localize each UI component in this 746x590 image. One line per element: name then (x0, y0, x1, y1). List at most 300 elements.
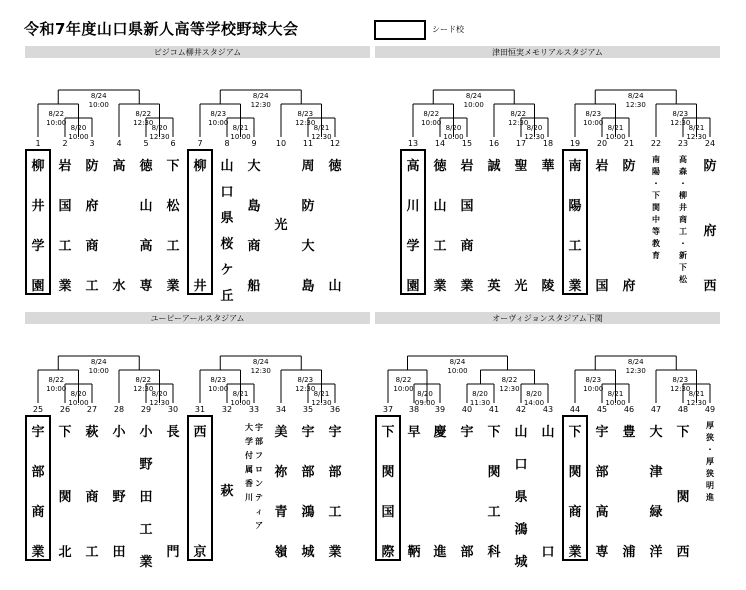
team-name-char: 下 (676, 425, 690, 440)
team-name-char: 島 (247, 199, 261, 214)
venue-name: ユーピーアールスタジアム (150, 314, 245, 323)
team-name-char: 西 (703, 279, 717, 294)
team-name-char: 洋 (649, 545, 663, 560)
team-name-char: 徳 (328, 159, 342, 174)
team-name-char: 学 (31, 239, 45, 254)
team-name-char: 業 (568, 545, 582, 560)
semifinal-time: 12:30 (670, 385, 691, 393)
team-number: 30 (167, 405, 179, 414)
team-number: 32 (221, 405, 233, 414)
team-name-char: 森 (679, 167, 687, 176)
final-date: 8/24 (465, 92, 482, 100)
game-date: 8/21 (232, 390, 249, 398)
team-name-char: 高 (406, 159, 420, 174)
semifinal-date: 8/23 (210, 110, 227, 118)
team-name-char: 商 (679, 215, 687, 224)
semifinal-time: 10:00 (583, 119, 604, 127)
team-name-char: ・ (679, 239, 687, 248)
game-date: 8/21 (607, 390, 624, 398)
game-date: 8/20 (417, 390, 433, 398)
team-number: 31 (194, 405, 206, 414)
semifinal-date: 8/22 (501, 376, 518, 384)
semifinal-time: 10:00 (421, 119, 442, 127)
team-name-char: 下 (58, 425, 72, 440)
team-number: 27 (86, 405, 98, 414)
semifinal-time: 10:00 (208, 385, 229, 393)
semifinal-time: 12:30 (670, 119, 691, 127)
semifinal-time: 12:30 (295, 119, 316, 127)
team-name-char: 部 (255, 437, 263, 446)
team-name-char: 水 (112, 279, 126, 294)
team-name-char: 陽 (568, 199, 582, 214)
team-number: 34 (275, 405, 287, 414)
team-name-char: 部 (31, 465, 45, 480)
team-number: 18 (542, 139, 554, 148)
team-name-char: 工 (568, 239, 582, 254)
team-name-char: 関 (381, 465, 395, 480)
semifinal-time: 10:00 (46, 119, 67, 127)
game-time: 12:30 (149, 133, 170, 141)
page-title: 令和7年度山口県新人高等学校野球大会 (24, 20, 299, 38)
team-name-char: 防 (703, 159, 717, 174)
team-number: 48 (677, 405, 689, 414)
team-number: 14 (434, 139, 446, 148)
team-name-char: 井 (31, 199, 45, 214)
team-name-char: 慶 (433, 425, 447, 440)
team-name-char: 中 (652, 215, 660, 224)
team-name-char: 進 (706, 493, 714, 502)
team-name-char: 関 (58, 490, 72, 505)
team-name-char: 部 (460, 545, 474, 560)
game-time: 09:00 (414, 399, 436, 407)
team-name-char: 岩 (595, 159, 609, 174)
team-name-char: 緑 (649, 505, 663, 520)
team-number: 28 (113, 405, 125, 414)
team-number: 23 (677, 139, 689, 148)
semifinal-date: 8/22 (48, 376, 65, 384)
team-name-char: 業 (31, 545, 45, 560)
semifinal-date: 8/22 (135, 376, 152, 384)
team-name-char: 萩 (220, 484, 234, 499)
semifinal-time: 10:00 (583, 385, 604, 393)
semifinal-time: 10:00 (46, 385, 67, 393)
team-name-char: 井 (193, 279, 207, 294)
team-number: 47 (650, 405, 662, 414)
team-name-char: 井 (679, 203, 687, 212)
final-time: 10:00 (88, 367, 109, 375)
game-time: 10:00 (230, 399, 251, 407)
team-number: 41 (488, 405, 500, 414)
team-number: 6 (170, 139, 176, 148)
team-name-char: 業 (328, 545, 342, 560)
final-time: 10:00 (447, 367, 468, 375)
team-name-char: ン (255, 479, 263, 488)
final-time: 10:00 (463, 101, 484, 109)
game-date: 8/20 (70, 390, 87, 398)
team-name-char: 関 (487, 465, 501, 480)
team-name-char: 業 (568, 279, 582, 294)
team-name-char: 豊 (622, 425, 636, 440)
team-number: 5 (143, 139, 149, 148)
team-name-char: 鞆 (407, 545, 421, 560)
final-time: 12:30 (625, 101, 646, 109)
game-date: 8/21 (313, 390, 330, 398)
team-name-char: 山 (514, 425, 528, 440)
team-name-char: 学 (406, 239, 420, 254)
team-name-char: 下 (679, 263, 687, 272)
game-time: 11:30 (469, 399, 491, 407)
team-name-char: 小 (139, 425, 153, 440)
team-name-char: 園 (406, 279, 420, 294)
team-name-char: 山 (328, 279, 342, 294)
team-name-char: 防 (85, 159, 99, 174)
semifinal-time: 12:30 (295, 385, 316, 393)
team-name-char: ア (255, 521, 263, 530)
game-time: 10:00 (605, 133, 626, 141)
semifinal-time: 12:30 (508, 119, 529, 127)
team-name-char: 松 (679, 275, 687, 284)
semifinal-date: 8/23 (672, 110, 689, 118)
semifinal-date: 8/23 (210, 376, 227, 384)
team-name-char: 大 (245, 423, 253, 432)
team-name-char: 等 (652, 227, 660, 236)
team-name-char: 川 (245, 493, 253, 502)
team-number: 37 (382, 405, 394, 414)
team-name-char: 陽 (652, 167, 660, 176)
team-name-char: 口 (541, 545, 555, 560)
team-name-char: 商 (85, 239, 99, 254)
team-name-char: 早 (407, 425, 421, 440)
team-number: 49 (704, 405, 716, 414)
team-name-char: 野 (112, 490, 126, 505)
team-name-char: 部 (328, 465, 342, 480)
team-name-char: 専 (139, 279, 153, 294)
team-number: 36 (329, 405, 341, 414)
team-name-char: 厚 (706, 457, 714, 466)
team-name-char: 山 (220, 159, 234, 174)
semifinal-date: 8/22 (423, 110, 440, 118)
team-name-char: 狭 (706, 469, 714, 478)
team-name-char: 国 (58, 199, 72, 214)
team-name-char: 柳 (31, 159, 45, 174)
team-number: 15 (461, 139, 473, 148)
team-name-char: 大 (301, 239, 315, 254)
semifinal-date: 8/23 (672, 376, 689, 384)
game-date: 8/20 (526, 124, 543, 132)
team-name-char: 南 (652, 155, 660, 164)
team-name-char: 田 (112, 545, 126, 560)
game-date: 8/21 (688, 390, 705, 398)
team-name-char: 育 (652, 251, 660, 260)
team-name-char: 工 (328, 505, 342, 520)
team-number: 40 (461, 405, 473, 414)
semifinal-date: 8/22 (395, 376, 412, 384)
team-number: 19 (569, 139, 581, 148)
team-name-char: 光 (514, 279, 528, 294)
team-number: 22 (650, 139, 662, 148)
team-name-char: 南 (568, 159, 582, 174)
team-name-char: 山 (433, 199, 447, 214)
semifinal-date: 8/23 (585, 376, 602, 384)
game-date: 8/20 (70, 124, 87, 132)
team-name-char: 国 (381, 505, 395, 520)
team-name-char: 宇 (328, 425, 342, 440)
team-name-char: 府 (703, 224, 717, 239)
team-name-char: 部 (301, 465, 315, 480)
game-date: 8/21 (688, 124, 705, 132)
team-name-char: 田 (139, 490, 153, 505)
team-name-char: 柳 (193, 159, 207, 174)
team-name-char: 北 (58, 545, 72, 560)
semifinal-time: 10:00 (393, 385, 414, 393)
team-name-char: 新 (679, 251, 687, 260)
team-name-char: 工 (85, 279, 99, 294)
semifinal-date: 8/22 (510, 110, 527, 118)
team-name-char: 浦 (622, 545, 636, 560)
team-name-char: 高 (679, 155, 687, 164)
semifinal-date: 8/23 (297, 376, 314, 384)
semifinal-time: 12:30 (133, 119, 154, 127)
team-name-char: 聖 (514, 159, 528, 174)
team-name-char: 桜 (220, 237, 234, 252)
final-date: 8/24 (90, 358, 107, 366)
semifinal-time: 10:00 (208, 119, 229, 127)
game-time: 12:30 (686, 133, 707, 141)
team-number: 38 (408, 405, 420, 414)
team-name-char: 下 (381, 425, 395, 440)
team-name-char: ィ (255, 507, 263, 516)
team-name-char: 津 (649, 465, 663, 480)
team-name-char: 工 (166, 239, 180, 254)
team-name-char: 英 (487, 279, 501, 294)
team-name-char: 宇 (595, 425, 609, 440)
team-name-char: 華 (541, 159, 555, 174)
team-name-char: ・ (706, 445, 714, 454)
team-number: 16 (488, 139, 500, 148)
team-name-char: 城 (301, 545, 315, 560)
team-name-char: 松 (166, 199, 180, 214)
venue-name: ビジコム柳井スタジアム (153, 48, 242, 57)
team-name-char: 厚 (706, 421, 714, 430)
team-name-char: 狭 (706, 433, 714, 442)
team-name-char: 島 (301, 279, 315, 294)
team-name-char: 付 (245, 451, 253, 460)
game-date: 8/20 (445, 124, 462, 132)
final-date: 8/24 (252, 92, 269, 100)
team-name-char: 高 (595, 505, 609, 520)
team-name-char: 園 (31, 279, 45, 294)
team-name-char: 門 (166, 545, 180, 560)
venue-name: オーヴィジョンスタジアム下関 (492, 314, 603, 323)
team-name-char: 進 (433, 545, 447, 560)
team-number: 1 (35, 139, 41, 148)
team-name-char: ・ (652, 179, 660, 188)
game-date: 8/21 (232, 124, 249, 132)
team-number: 4 (116, 139, 122, 148)
team-name-char: 香 (245, 479, 253, 488)
team-name-char: 業 (139, 555, 153, 570)
team-name-char: 県 (220, 211, 234, 226)
team-name-char: 業 (433, 279, 447, 294)
team-name-char: 工 (487, 505, 501, 520)
team-name-char: 周 (301, 159, 315, 174)
team-number: 43 (542, 405, 554, 414)
team-number: 13 (407, 139, 419, 148)
team-number: 42 (515, 405, 527, 414)
team-name-char: 宇 (31, 425, 45, 440)
team-name-char: 岩 (460, 159, 474, 174)
team-name-char: 商 (31, 505, 45, 520)
team-name-char: フ (255, 451, 263, 460)
team-name-char: 美 (274, 425, 288, 440)
team-name-char: 山 (139, 199, 153, 214)
team-name-char: 長 (166, 425, 180, 440)
final-time: 10:00 (88, 101, 109, 109)
team-name-char: 部 (595, 465, 609, 480)
team-name-char: 防 (301, 199, 315, 214)
team-number: 12 (329, 139, 341, 148)
game-time: 12:30 (311, 399, 332, 407)
team-number: 46 (623, 405, 635, 414)
team-name-char: 科 (487, 545, 501, 560)
team-number: 10 (275, 139, 287, 148)
team-name-char: 商 (568, 505, 582, 520)
team-number: 8 (224, 139, 230, 148)
final-date: 8/24 (90, 92, 107, 100)
team-name-char: ロ (255, 465, 263, 474)
game-time: 12:30 (686, 399, 707, 407)
game-time: 10:00 (68, 399, 89, 407)
team-name-char: 川 (406, 199, 420, 214)
seed-legend-label: シード校 (432, 25, 464, 34)
game-time: 12:30 (149, 399, 170, 407)
game-date: 8/20 (472, 390, 488, 398)
game-time: 10:00 (605, 399, 626, 407)
team-name-char: テ (255, 493, 263, 502)
final-date: 8/24 (627, 358, 644, 366)
team-name-char: 宇 (301, 425, 315, 440)
team-name-char: 工 (58, 239, 72, 254)
venue-name: 津田恒実メモリアルスタジアム (492, 48, 603, 57)
game-date: 8/20 (151, 390, 168, 398)
final-date: 8/24 (449, 358, 466, 366)
team-number: 7 (197, 139, 203, 148)
game-time: 12:30 (311, 133, 332, 141)
team-name-char: 関 (568, 465, 582, 480)
team-name-char: 西 (193, 425, 207, 440)
team-name-char: 徳 (433, 159, 447, 174)
team-name-char: 萩 (85, 425, 99, 440)
team-name-char: 属 (245, 465, 253, 474)
game-time: 12:30 (524, 133, 545, 141)
team-number: 26 (59, 405, 71, 414)
team-name-char: 丘 (220, 289, 234, 304)
team-number: 20 (596, 139, 608, 148)
team-name-char: 国 (595, 279, 609, 294)
team-number: 2 (62, 139, 68, 148)
final-time: 12:30 (625, 367, 646, 375)
semifinal-time: 12:30 (499, 385, 520, 393)
final-date: 8/24 (627, 92, 644, 100)
team-number: 24 (704, 139, 716, 148)
team-name-char: 商 (85, 490, 99, 505)
team-name-char: 商 (460, 239, 474, 254)
team-name-char: 県 (514, 490, 528, 505)
team-name-char: 青 (274, 505, 288, 520)
team-name-char: 嶺 (274, 545, 288, 560)
team-name-char: 教 (652, 239, 660, 248)
team-number: 21 (623, 139, 635, 148)
team-name-char: 下 (166, 159, 180, 174)
team-number: 29 (140, 405, 152, 414)
team-name-char: 業 (460, 279, 474, 294)
semifinal-date: 8/23 (297, 110, 314, 118)
team-name-char: 業 (166, 279, 180, 294)
final-time: 12:30 (250, 101, 271, 109)
team-name-char: 大 (247, 159, 261, 174)
team-number: 11 (302, 139, 314, 148)
team-name-char: 明 (706, 481, 714, 490)
team-name-char: 口 (514, 457, 528, 473)
semifinal-date: 8/23 (585, 110, 602, 118)
team-number: 25 (32, 405, 44, 414)
team-name-char: ・ (679, 179, 687, 188)
final-time: 12:30 (250, 367, 271, 375)
team-number: 33 (248, 405, 260, 414)
team-name-char: 高 (139, 239, 153, 254)
team-name-char: 高 (112, 159, 126, 174)
game-time: 10:00 (230, 133, 251, 141)
team-name-char: 商 (247, 239, 261, 254)
team-name-char: 口 (220, 185, 234, 200)
team-name-char: 大 (649, 425, 663, 440)
team-name-char: 徳 (139, 159, 153, 174)
team-number: 44 (569, 405, 581, 414)
team-name-char: 船 (247, 279, 261, 294)
team-name-char: 光 (274, 218, 288, 233)
team-name-char: 岩 (58, 159, 72, 174)
team-name-char: 誠 (487, 159, 501, 174)
team-name-char: 宇 (460, 425, 474, 440)
final-date: 8/24 (252, 358, 269, 366)
semifinal-date: 8/22 (48, 110, 65, 118)
semifinal-date: 8/22 (135, 110, 152, 118)
team-name-char: 祢 (274, 465, 288, 480)
team-name-char: 宇 (255, 423, 263, 432)
team-name-char: 国 (460, 199, 474, 214)
team-name-char: 関 (676, 490, 690, 505)
team-name-char: 下 (568, 425, 582, 440)
team-name-char: 工 (679, 227, 687, 236)
team-name-char: 防 (622, 159, 636, 174)
game-date: 8/21 (607, 124, 624, 132)
team-name-char: 鴻 (514, 522, 528, 538)
team-name-char: ケ (220, 263, 234, 278)
game-date: 8/20 (526, 390, 542, 398)
semifinal-time: 12:30 (133, 385, 154, 393)
team-name-char: 工 (139, 522, 153, 538)
team-name-char: 際 (381, 545, 395, 560)
team-name-char: 工 (85, 545, 99, 560)
team-number: 3 (89, 139, 95, 148)
team-number: 39 (434, 405, 446, 414)
game-date: 8/20 (151, 124, 168, 132)
game-date: 8/21 (313, 124, 330, 132)
team-name-char: 府 (85, 199, 99, 214)
team-name-char: 鴻 (301, 505, 315, 520)
team-name-char: 専 (595, 545, 609, 560)
team-name-char: 京 (193, 545, 207, 560)
